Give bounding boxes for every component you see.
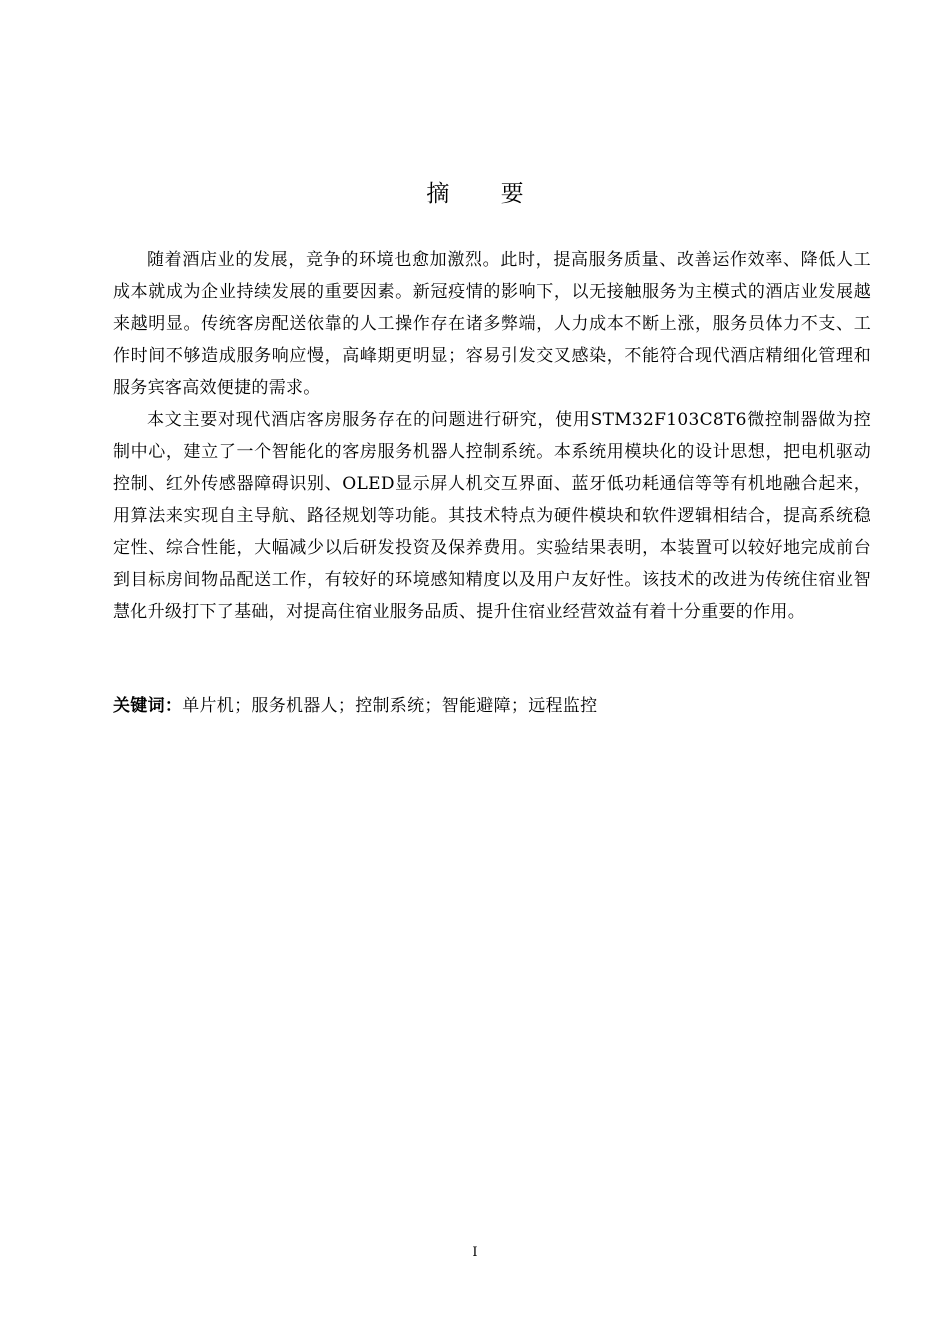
page-number: I [472, 1245, 478, 1260]
keywords-line [113, 690, 871, 722]
keywords-label: 关键词： [113, 696, 183, 716]
abstract-paragraph-2: 本文主要对现代酒店客房服务存在的问题进行研究，使用STM32F103C8T6微控制器做为控制中心，建立了一个智能化的客房服务机器人控制系统。本系统用模块化的设计思想，把电机驱动控制、红外传感器障碍识别、OLED显示屏人机交互界面、蓝牙低功耗通信等等有机地融合起来，用算法来实现自主导航、路径规划等功能。其技术特点为硬件模块和软件逻辑相结合，提高系统稳定性、综合性能，大幅减少以后研发投资及保养费用。实验结果表明，本装置可以较好地完成前台到目标房间物品配送工作，有较好的环境感知精度以及用户友好性。该技术的改进为传统住宿业智慧化升级打下了基础，对提高住宿业服务品质、提升住宿业经营效益有着十分重要的作用。 [113, 410, 871, 622]
abstract-paragraph-1: 随着酒店业的发展，竞争的环境也愈加激烈。此时，提高服务质量、改善运作效率、降低人工成本就成为企业持续发展的重要因素。新冠疫情的影响下，以无接触服务为主模式的酒店业发展越来越明显。传统客房配送依靠的人工操作存在诸多弊端，人力成本不断上涨，服务员体力不支、工作时间不够造成服务响应慢，高峰期更明显；容易引发交叉感染，不能符合现代酒店精细化管理和服务宾客高效便捷的需求。 [113, 250, 871, 398]
keywords-text: 单片机；服务机器人；控制系统；智能避障；远程监控 [182, 696, 598, 716]
abstract-body [113, 244, 871, 628]
page-title: 摘 要 [426, 181, 546, 207]
